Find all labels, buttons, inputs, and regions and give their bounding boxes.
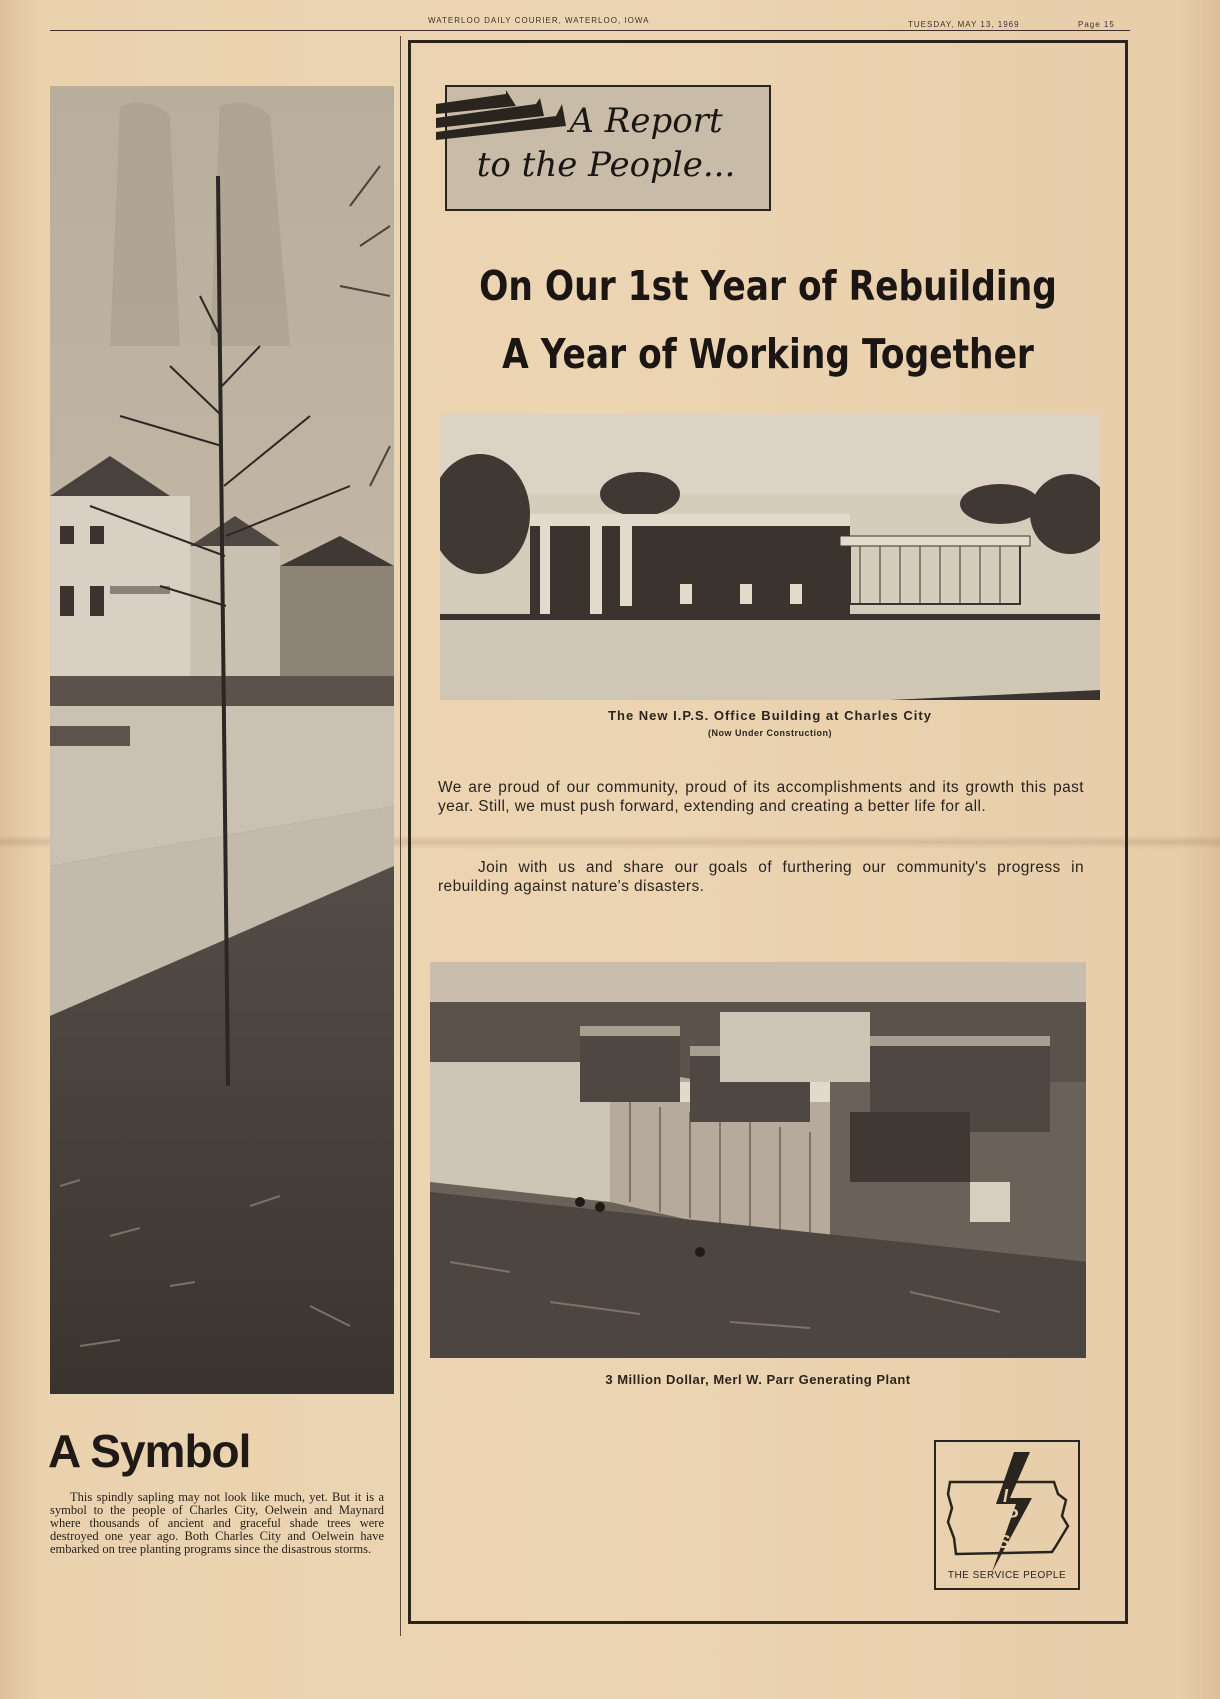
office-building-photo [440,414,1100,700]
column-rule [400,36,401,1636]
symbol-article-text: This spindly sapling may not look like much, yet. But it is a symbol to the people of Charles City, Oelwein and Maynard where thousands of ancient and graceful shade trees were destroyed one year ago. Both Charles City and Oelwein have embarked on tree planting programs since the disastrous storms. [50,1490,384,1556]
page-number: Page 15 [1078,20,1115,29]
symbol-headline: A Symbol [48,1425,251,1477]
plant-photo-caption: 3 Million Dollar, Merl W. Parr Generating Plant [605,1372,911,1387]
newspaper-name: WATERLOO DAILY COURIER, WATERLOO, IOWA [428,16,650,25]
generating-plant-photo [430,962,1086,1358]
sapling-photo [50,86,394,1394]
logo-letter-p: P [1006,1506,1019,1526]
banner-line-2: to the People... [476,145,736,185]
ad-paragraph-1: We are proud of our community, proud of its accomplishments and its growth this past year. Still, we must push forward, extending and creating a better life for all. [438,779,1084,815]
ad-headline [466,252,1071,388]
office-photo-subcaption: (Now Under Construction) [708,728,832,738]
report-banner [436,84,776,214]
logo-letter-i: I [1003,1486,1009,1506]
ips-logo [934,1440,1080,1590]
logo-tagline: THE SERVICE PEOPLE [947,1570,1067,1581]
headline-line-1: On Our 1st Year of Rebuilding [479,262,1057,310]
ad-paragraph-2: Join with us and share our goals of furthering our community's progress in rebuilding against nature's disasters. [438,859,1084,895]
header-rule [50,30,1130,31]
issue-date: TUESDAY, MAY 13, 1969 [908,20,1020,29]
banner-line-1: A Report [569,101,723,141]
logo-letter-s: S [998,1532,1011,1552]
headline-line-2: A Year of Working Together [502,330,1034,378]
office-photo-caption: The New I.P.S. Office Building at Charles City [608,708,932,723]
